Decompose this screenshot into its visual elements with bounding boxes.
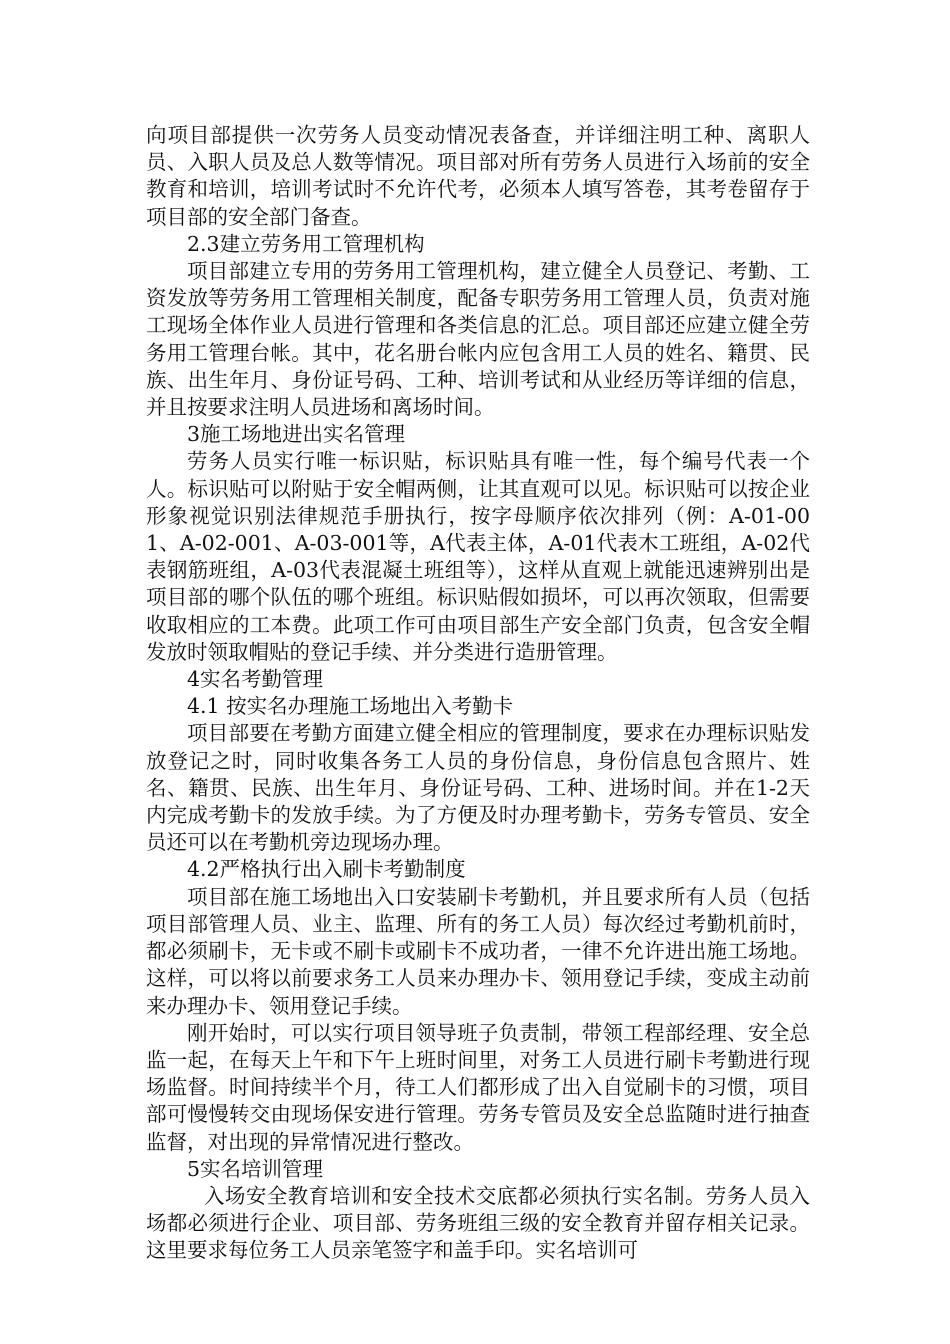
heading-4-2: 4.2严格执行出入刷卡考勤制度	[187, 857, 466, 882]
paragraph-attendance-card: 项目部要在考勤方面建立健全相应的管理制度，要求在办理标识贴发放登记之时，同时收集各务工人员的身份信息，身份信息包含照片、姓名、籍贯、民族、出生年月、身份证号码、工种、进场时间。并在1-2天内完成考勤卡的发放手续。为了方便及时办理考勤卡，劳务专管员、安全员还可以在考勤机旁边现场办理。	[146, 721, 810, 855]
paragraph-labor-change-report: 向项目部提供一次劳务人员变动情况表备查，并详细注明工种、离职人员、入职人员及总人数等情况。项目部对所有劳务人员进行入场前的安全教育和培训，培训考试时不允许代考，必须本人填写答卷，其考卷留存于项目部的安全部门备查。	[146, 123, 810, 229]
heading-4: 4实名考勤管理	[187, 667, 324, 692]
paragraph-labor-management-org: 项目部建立专用的劳务用工管理机构，建立健全人员登记、考勤、工资发放等劳务用工管理相关制度，配备专职劳务用工管理人员，负责对施工现场全体作业人员进行管理和各类信息的汇总。项目部还应建立健全劳务用工管理台帐。其中，花名册台帐内应包含用工人员的姓名、籍贯、民族、出生年月、身份证号码、工种、培训考试和从业经历等详细的信息，并且按要求注明人员进场和离场时间。	[146, 259, 810, 420]
paragraph-card-swiping: 项目部在施工场地出入口安装刷卡考勤机，并且要求所有人员（包括项目部管理人员、业主、监理、所有的务工人员）每次经过考勤机前时，都必须刷卡，无卡或不刷卡或刷卡不成功者，一律不允许进出施工场地。这样，可以将以前要求务工人员来办理办卡、领用登记手续，变成主动前来办理办卡、领用登记手续。	[146, 884, 810, 1018]
document-page	[146, 122, 810, 1265]
heading-5: 5实名培训管理	[187, 1156, 324, 1181]
heading-4-1: 4.1 按实名办理施工场地出入考勤卡	[187, 694, 514, 719]
heading-2-3: 2.3建立劳务用工管理机构	[187, 231, 425, 256]
paragraph-supervision: 刚开始时，可以实行项目领导班子负责制，带领工程部经理、安全总监一起，在每天上午和下午上班时间里，对务工人员进行刷卡考勤进行现场监督。时间持续半个月，待工人们都形成了出入自觉刷卡的习惯，项目部可慢慢转交由现场保安进行管理。劳务专管员及安全总监随时进行抽查监督，对出现的异常情况进行整改。	[146, 1020, 810, 1154]
paragraph-training: 入场安全教育培训和安全技术交底都必须执行实名制。劳务人员入场都必须进行企业、项目部、劳务班组三级的安全教育并留存相关记录。这里要求每位务工人员亲笔签字和盖手印。实名培训可	[146, 1183, 810, 1263]
heading-3: 3施工场地进出实名管理	[187, 422, 406, 447]
paragraph-identification-sticker: 劳务人员实行唯一标识贴，标识贴具有唯一性，每个编号代表一个人。标识贴可以附贴于安全帽两侧，让其直观可以见。标识贴可以按企业形象视觉识别法律规范手册执行，按字母顺序依次排列（例：A-01-001、A-02-001、A-03-001等，A代表主体，A-01代表木工班组，A-02代表钢筋班组，A-03代表混凝土班组等），这样从直观上就能迅速辨别出是项目部的哪个队伍的哪个班组。标识贴假如损坏，可以再次领取，但需要收取相应的工本费。此项工作可由项目部生产安全部门负责，包含安全帽发放时领取帽贴的登记手续、并分类进行造册管理。	[146, 449, 810, 664]
